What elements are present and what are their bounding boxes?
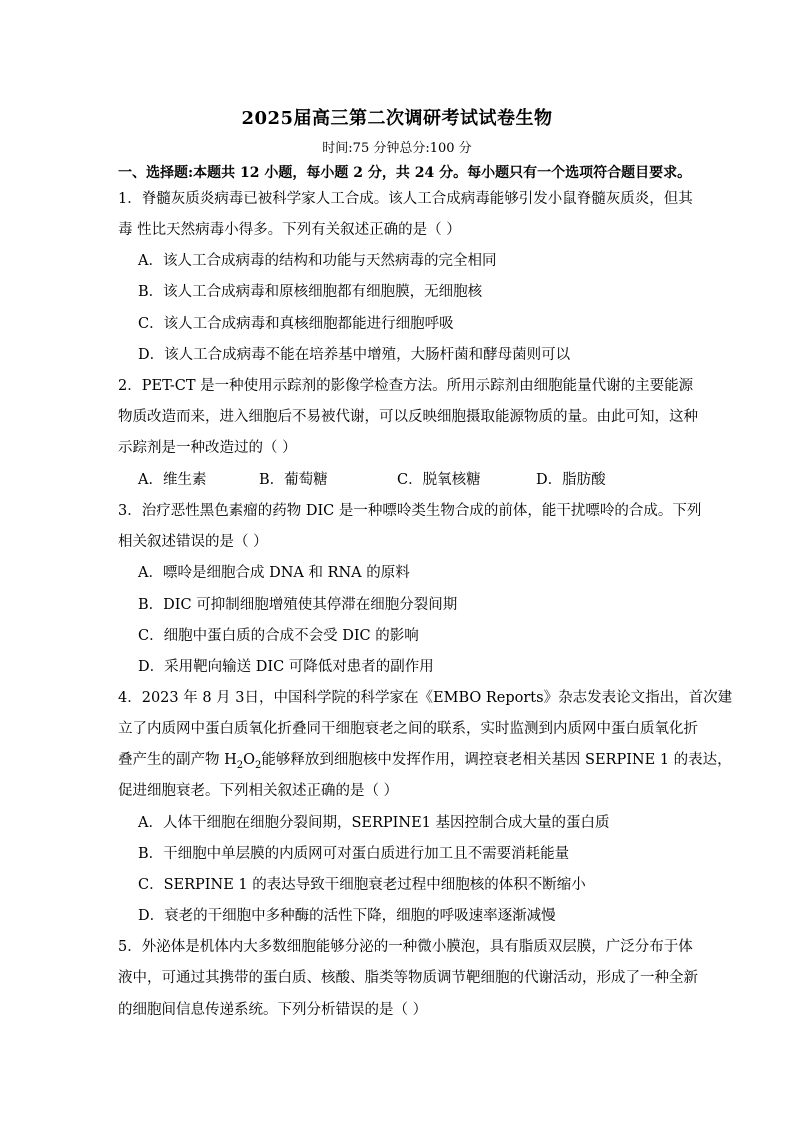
- q5-stem-line2: 液中，可通过其携带的蛋白质、核酸、脂类等物质调节靶细胞的代谢活动，形成了一种全新: [118, 970, 698, 986]
- exam-meta: 时间:75 分钟总分:100 分: [322, 141, 472, 156]
- q2-stem-line2: 物质改造而来，进入细胞后不易被代谢，可以反映细胞摄取能源物质的量。由此可知，这种: [118, 409, 698, 425]
- q3-option-a: A．嘌呤是细胞合成 DNA 和 RNA 的原料: [138, 565, 410, 581]
- q4-option-c: C．SERPINE 1 的表达导致干细胞衰老过程中细胞核的体积不断缩小: [138, 877, 586, 893]
- q4-stem-line4: 促进细胞衰老。下列相关叙述正确的是（ ）: [118, 783, 399, 799]
- q3-option-d: D．采用靶向输送 DIC 可降低对患者的副作用: [138, 659, 434, 675]
- q4-subscript-1: 2: [236, 759, 244, 771]
- page-title: 2025届高三第二次调研考试试卷生物: [241, 108, 553, 129]
- q4-option-a: A．人体干细胞在细胞分裂间期，SERPINE1 基因控制合成大量的蛋白质: [138, 815, 610, 831]
- q4-stem-line2: 立了内质网中蛋白质氧化折叠同干细胞衰老之间的联系，实时监测到内质网中蛋白质氧化折: [118, 721, 698, 737]
- q3-option-c: C．细胞中蛋白质的合成不会受 DIC 的影响: [138, 628, 419, 644]
- q4-subscript-2: 2: [255, 759, 262, 771]
- q4-stem-line3: [118, 748, 732, 771]
- q1-stem-line2: 毒 性比天然病毒小得多。下列有关叙述正确的是（ ）: [118, 222, 461, 238]
- q1-option-b: B．该人工合成病毒和原核细胞都有细胞膜，无细胞核: [138, 284, 483, 300]
- q4-option-b: B．干细胞中单层膜的内质网可对蛋白质进行加工且不需要消耗能量: [138, 846, 570, 862]
- q2-option-b: B．葡萄糖: [259, 472, 328, 488]
- q3-option-b: B．DIC 可抑制细胞增殖使其停滞在细胞分裂间期: [138, 597, 458, 613]
- q2-stem-line3: 示踪剂是一种改造过的（ ）: [118, 440, 297, 456]
- q5-stem-line1: 5．外泌体是机体内大多数细胞能够分泌的一种微小膜泡，具有脂质双层膜，广泛分布于体: [118, 939, 693, 955]
- q1-stem-line1: 1．脊髓灰质炎病毒已被科学家人工合成。该人工合成病毒能够引发小鼠脊髓灰质炎，但其: [118, 191, 693, 207]
- q4-stem-line3-part3: 能够释放到细胞核中发挥作用，调控衰老相关基因 SERPINE 1 的表达，: [261, 752, 732, 768]
- q2-option-c: C．脱氧核糖: [397, 472, 481, 488]
- q1-option-d: D．该人工合成病毒不能在培养基中增殖，大肠杆菌和酵母菌则可以: [138, 347, 571, 363]
- q3-stem-line2: 相关叙述错误的是（ ）: [118, 534, 268, 550]
- q2-option-d: D．脂肪酸: [536, 472, 606, 488]
- q1-option-a: A．该人工合成病毒的结构和功能与天然病毒的完全相同: [138, 253, 497, 269]
- q1-option-c: C．该人工合成病毒和真核细胞都能进行细胞呼吸: [138, 316, 454, 332]
- q2-option-a: A．维生素: [138, 472, 207, 488]
- q3-stem-line1: 3．治疗恶性黑色素瘤的药物 DIC 是一种嘌呤类生物合成的前体，能干扰嘌呤的合成。下列: [118, 503, 702, 519]
- q4-stem-line1: 4．2023 年 8 月 3日，中国科学院的科学家在《EMBO Reports》杂志发表论文指出，首次建: [118, 690, 733, 706]
- q4-option-d: D．衰老的干细胞中多种酶的活性下降，细胞的呼吸速率逐渐减慢: [138, 908, 556, 924]
- q5-stem-line3: 的细胞间信息传递系统。下列分析错误的是（ ）: [118, 1002, 428, 1018]
- q4-stem-line3-part1: 叠产生的副产物 H: [118, 752, 237, 768]
- q4-stem-line3-part2: O: [243, 752, 256, 768]
- section-heading: 一、选择题:本题共 12 小题，每小题 2 分，共 24 分。每小题只有一个选项符合题目要求。: [118, 165, 692, 181]
- q2-stem-line1: 2．PET-CT 是一种使用示踪剂的影像学检查方法。所用示踪剂由细胞能量代谢的主要能源: [118, 378, 694, 394]
